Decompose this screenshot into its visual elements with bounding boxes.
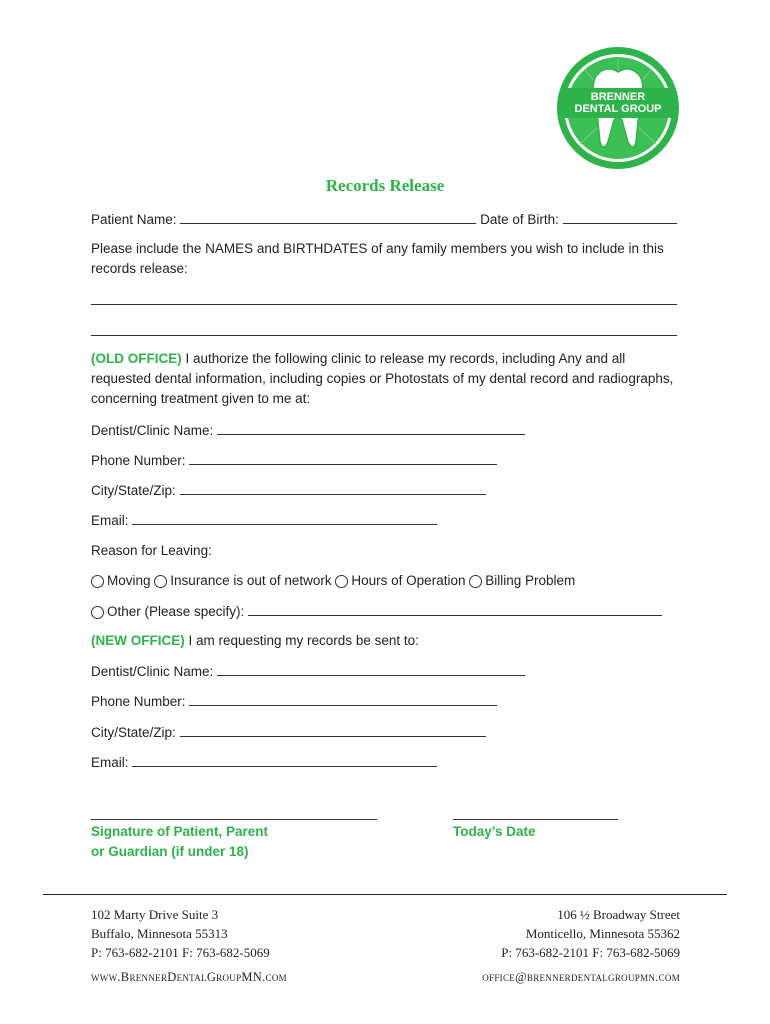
new-city-field[interactable] [180,722,486,737]
reason-moving-label: Moving [107,573,151,588]
old-city-label: City/State/Zip: [91,483,176,498]
patient-name-field[interactable] [180,209,476,224]
patient-name-row [91,209,677,230]
reason-other-label: Other (Please specify): [107,604,245,619]
new-city-row [91,722,486,743]
old-city-row [91,480,486,501]
reason-label: Reason for Leaving: [91,543,212,558]
footer-divider [43,894,727,895]
new-office-intro [91,631,419,651]
new-clinic-row [91,661,525,682]
new-clinic-label: Dentist/Clinic Name: [91,664,214,679]
new-email-label: Email: [91,755,129,770]
dob-field[interactable] [563,209,677,224]
reason-hours-label: Hours of Operation [351,573,466,588]
monticello-city: Monticello, Minnesota 55362 [525,926,680,941]
old-phone-field[interactable] [189,450,497,465]
old-office-tag: (OLD OFFICE) [91,351,182,366]
old-office-text: I authorize the following clinic to release my records, including Any and all requested dental information, including copies or Photostats of my dental record and radiographs, concerning treatment given to me at: [91,351,674,406]
old-office-paragraph [91,349,681,409]
buffalo-phone: P: 763-682-2101 F: 763-682-5069 [91,945,270,960]
new-email-field[interactable] [132,752,437,767]
new-email-row [91,752,437,773]
new-phone-row [91,691,497,712]
new-phone-field[interactable] [189,691,497,706]
reason-insurance-radio[interactable] [154,575,167,588]
logo-text-line1: BRENNER [590,91,646,103]
reason-other-radio[interactable] [91,606,104,619]
buffalo-address: 102 Marty Drive Suite 3 [91,907,219,922]
date-label: Today’s Date [453,824,536,839]
old-phone-label: Phone Number: [91,453,186,468]
old-city-field[interactable] [180,480,486,495]
footer-left [91,905,287,987]
reason-billing-label: Billing Problem [485,573,576,588]
reason-options-row [91,571,575,591]
old-clinic-row [91,420,525,441]
family-members-line-2[interactable] [91,335,677,336]
footer-right [482,905,680,987]
monticello-address: 106 ½ Broadway Street [557,907,680,922]
new-office-tag: (NEW OFFICE) [91,633,185,648]
family-members-line-1[interactable] [91,304,677,305]
dob-label: Date of Birth: [480,212,559,227]
signature-label-line2: or Guardian (if under 18) [91,844,249,859]
old-email-label: Email: [91,513,129,528]
patient-name-label: Patient Name: [91,212,177,227]
buffalo-city: Buffalo, Minnesota 55313 [91,926,228,941]
new-clinic-field[interactable] [217,661,525,676]
signature-label-line1: Signature of Patient, Parent [91,824,269,839]
reason-insurance-label: Insurance is out of network [170,573,332,588]
new-phone-label: Phone Number: [91,694,186,709]
old-email-field[interactable] [132,510,437,525]
old-clinic-field[interactable] [217,420,525,435]
reason-hours-radio[interactable] [335,575,348,588]
monticello-phone: P: 763-682-2101 F: 763-682-5069 [501,945,680,960]
old-email-row [91,510,437,531]
office-email-link[interactable]: office@brennerdentalgroupmn.com [482,970,680,984]
family-instructions: Please include the NAMES and BIRTHDATES of any family members you wish to include in this records release: [91,241,664,276]
date-line[interactable] [453,819,618,820]
old-phone-row [91,450,497,471]
new-city-label: City/State/Zip: [91,725,176,740]
reason-other-field[interactable] [248,601,662,616]
new-office-text: I am requesting my records be sent to: [184,633,419,648]
page-title: Records Release [325,176,445,195]
reason-moving-radio[interactable] [91,575,104,588]
old-clinic-label: Dentist/Clinic Name: [91,423,214,438]
brenner-logo [556,46,680,170]
signature-line[interactable] [91,819,377,820]
logo-text-line2: DENTAL GROUP [574,103,662,115]
reason-billing-radio[interactable] [469,575,482,588]
reason-other-row [91,601,662,622]
website-link[interactable]: www.BrennerDentalGroupMN.com [91,970,287,984]
